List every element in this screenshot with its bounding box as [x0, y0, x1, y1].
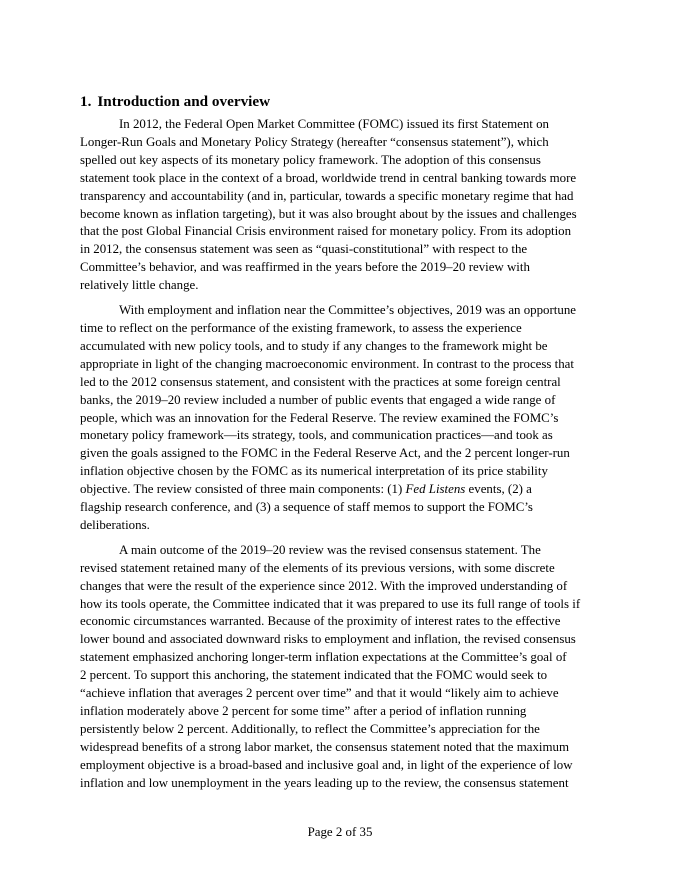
text-line: monetary policy framework—its strategy, tools, and communication practices—and took as	[80, 428, 553, 443]
text-line: employment objective is a broad-based and inclusive goal and, in light of the experience of low	[80, 757, 573, 772]
text-line: changes that were the result of the experience since 2012. With the improved understanding of	[80, 578, 568, 593]
paragraph-2	[80, 302, 600, 535]
text-line: statement took place in the context of a broad, worldwide trend in central banking towards more	[80, 170, 577, 185]
text-line: lower bound and associated downward risks to employment and inflation, the revised consensus	[80, 632, 576, 647]
italic-program-name: Fed Listens	[405, 482, 466, 497]
text-line: 2 percent. To support this anchoring, the statement indicated that the FOMC would seek to	[80, 668, 548, 683]
text-line: time to reflect on the performance of the existing framework, to assess the experience	[80, 320, 522, 335]
text-line: widespread benefits of a strong labor market, the consensus statement noted that the maximum	[80, 739, 569, 754]
page-footer	[0, 823, 680, 841]
section-number: 1.	[80, 93, 92, 110]
text-line: Longer-Run Goals and Monetary Policy Strategy (hereafter “consensus statement”), which	[80, 134, 549, 149]
text-line: persistently below 2 percent. Additionally, to reflect the Committee’s appreciation for the	[80, 721, 540, 736]
text-line: led to the 2012 consensus statement, and consistent with the practices at some foreign central	[80, 374, 561, 389]
text-line: Committee’s behavior, and was reaffirmed in the years before the 2019–20 review with	[80, 260, 530, 275]
text-line: inflation and low unemployment in the years leading up to the review, the consensus statement	[80, 775, 569, 790]
text-line: inflation objective chosen by the FOMC as its numerical interpretation of its price stability	[80, 464, 548, 479]
paragraph-3	[80, 542, 600, 793]
text-line: revised statement retained many of the elements of its previous versions, with some discrete	[80, 560, 555, 575]
document-body	[80, 92, 600, 800]
page-number: Page 2 of 35	[307, 825, 373, 839]
text-line: economic circumstances warranted. Because of the proximity of interest rates to the effective	[80, 614, 561, 629]
text-line: flagship research conference, and (3) a sequence of staff memos to support the FOMC’s	[80, 500, 533, 515]
text-line: spelled out key aspects of its monetary policy framework. The adoption of this consensus	[80, 152, 541, 167]
text-line: in 2012, the consensus statement was seen as “quasi-constitutional” with respect to the	[80, 242, 528, 257]
text-run: objective. The review consisted of three main components: (1)	[80, 482, 406, 497]
text-line: relatively little change.	[80, 278, 199, 293]
text-line: deliberations.	[80, 517, 150, 532]
text-line: “achieve inflation that averages 2 percent over time” and that it would “likely aim to achieve	[80, 686, 559, 701]
text-line-with-italic	[80, 481, 600, 499]
paragraph-1	[80, 116, 600, 295]
text-line: A main outcome of the 2019–20 review was the revised consensus statement. The	[119, 542, 541, 557]
text-line: transparency and accountability (and in, particular, towards a specific monetary regime that had	[80, 188, 574, 203]
text-line: given the goals assigned to the FOMC in the Federal Reserve Act, and the 2 percent longer-run	[80, 446, 570, 461]
text-line: become known as inflation targeting), but it was also brought about by the issues and challenges	[80, 206, 577, 221]
text-line: people, which was an innovation for the Federal Reserve. The review examined the FOMC’s	[80, 410, 559, 425]
text-line: banks, the 2019–20 review included a number of public events that engaged a wide range of	[80, 392, 556, 407]
text-line: accumulated with new policy tools, and to study if any changes to the framework might be	[80, 338, 548, 353]
text-run: events, (2) a	[465, 482, 532, 497]
section-title: Introduction and overview	[97, 93, 271, 110]
text-line: that the post Global Financial Crisis environment raised for monetary policy. From its adoption	[80, 224, 572, 239]
text-line: statement emphasized anchoring longer-term inflation expectations at the Committee’s goal of	[80, 650, 567, 665]
text-line: In 2012, the Federal Open Market Committee (FOMC) issued its first Statement on	[119, 117, 549, 131]
text-line: how its tools operate, the Committee indicated that it was prepared to use its full range of tools if	[80, 596, 581, 611]
text-line: With employment and inflation near the Committee’s objectives, 2019 was an opportune	[119, 303, 576, 318]
text-line: inflation moderately above 2 percent for some time” after a period of inflation running	[80, 704, 527, 718]
text-line: appropriate in light of the changing macroeconomic environment. In contrast to the process that	[80, 356, 574, 371]
section-heading	[80, 92, 600, 112]
